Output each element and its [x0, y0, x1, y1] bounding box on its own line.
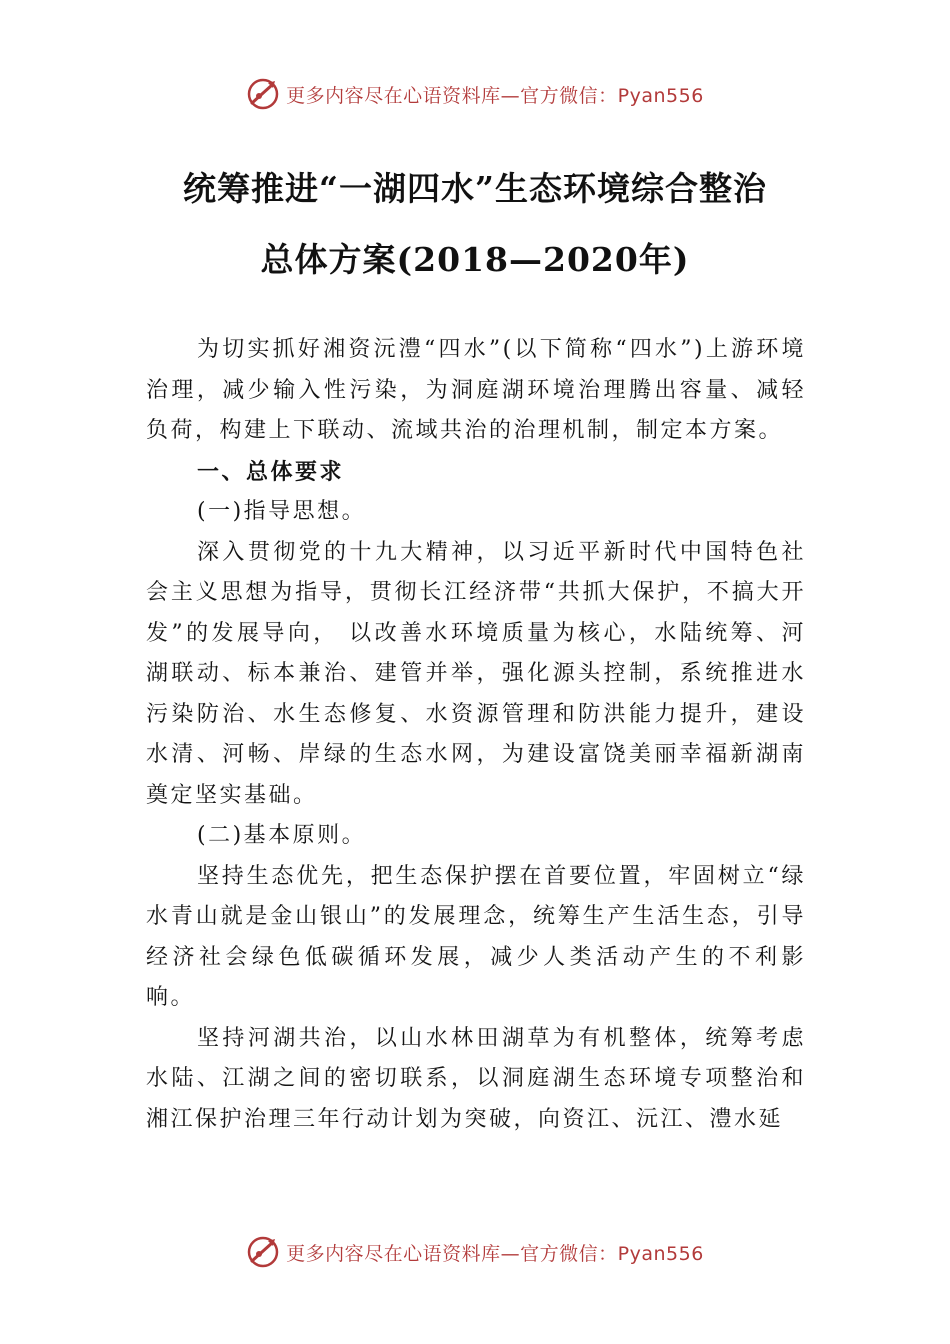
guiding-ideology-paragraph: 深入贯彻党的十九大精神，以习近平新时代中国特色社会主义思想为指导，贯彻长江经济带“共抓大保护，不搞大开发”的发展导向， 以改善水环境质量为核心，水陆统筹、河湖联动、标本兼治、建管并举，强化源头控制，系统推进水污染防治、水生态修复、水资源管理和防洪能力提升，建设水清、河畅、岸绿的生态水网，为建设富饶美丽幸福新湖南奠定坚实基础。 [146, 539, 806, 808]
watermark-text: 更多内容尽在心语资料库—官方微信：Pyan556 [286, 84, 704, 107]
subsection-heading-guiding-ideology: (一)指导思想。 [197, 499, 367, 524]
document-title-line-2: 总体方案(2018—2020年) [260, 240, 690, 279]
header-watermark [0, 74, 950, 114]
subsection-heading-basic-principles: (二)基本原则。 [197, 823, 367, 848]
brand-logo-icon [246, 1235, 280, 1269]
principle-ecology-first-paragraph: 坚持生态优先，把生态保护摆在首要位置，牢固树立“绿水青山就是金山银山”的发展理念，统筹生产生活生态，引导经济社会绿色低碳循环发展，减少人类活动产生的不利影响。 [146, 863, 806, 1010]
document-title-line-1: 统筹推进“一湖四水”生态环境综合整治 [183, 169, 767, 208]
principle-river-lake-governance-paragraph: 坚持河湖共治，以山水林田湖草为有机整体，统筹考虑水陆、江湖之间的密切联系，以洞庭湖生态环境专项整治和湘江保护治理三年行动计划为突破，向资江、沅江、澧水延 [146, 1025, 806, 1132]
intro-paragraph: 为切实抓好湘资沅澧“四水”(以下简称“四水”)上游环境治理，减少输入性污染，为洞庭湖环境治理腾出容量、减轻负荷，构建上下联动、流域共治的治理机制，制定本方案。 [146, 337, 806, 443]
section-heading-general-requirements: 一、总体要求 [197, 458, 345, 485]
brand-logo-icon [246, 77, 280, 111]
document-body [146, 330, 806, 1140]
watermark-text: 更多内容尽在心语资料库—官方微信：Pyan556 [286, 1242, 704, 1265]
footer-watermark [0, 1232, 950, 1272]
